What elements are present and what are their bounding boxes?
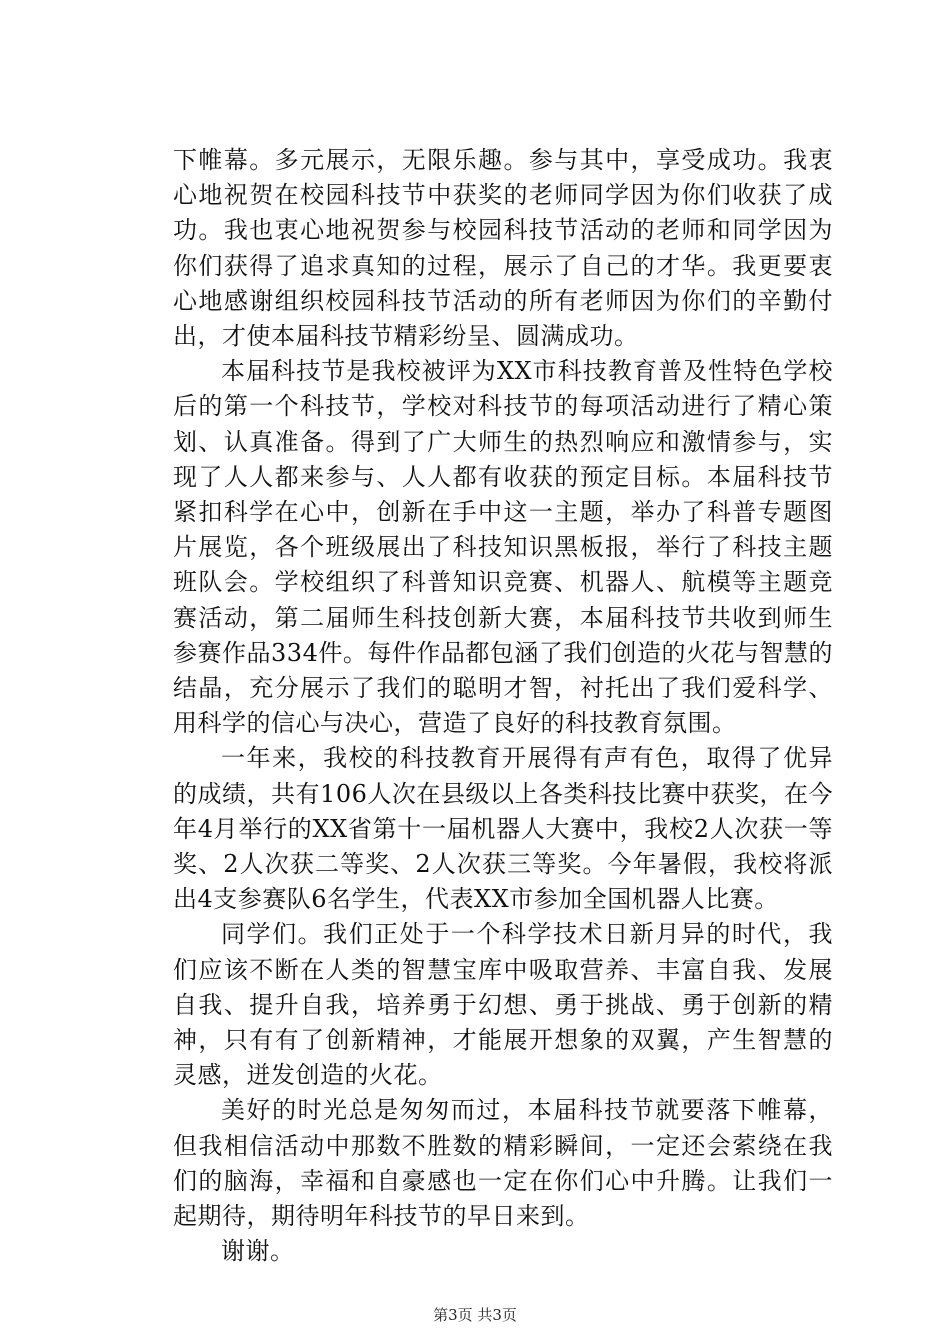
paragraph-science-festival: 本届科技节是我校被评为XX市科技教育普及性特色学校后的第一个科技节，学校对科技节的每项活动进行了精心策划、认真准备。得到了广大师生的热烈响应和激情参与，实现了人人都来参与、人人都有收获的预定目标。本届科技节紧扣科学在心中，创新在手中这一主题，举办了科普专题图片展览，各个班级展出了科技知识黑板报，举行了科技主题班队会。学校组织了科普知识竞赛、机器人、航模等主题竞赛活动，第二届师生科技创新大赛，本届科技节共收到师生参赛作品334件。每件作品都包涵了我们创造的火花与智慧的结晶，充分展示了我们的聪明才智，衬托出了我们爱科学、用科学的信心与决心，营造了良好的科技教育氛围。 (173, 357, 833, 738)
paragraph-continuation: 下帷幕。多元展示，无限乐趣。参与其中，享受成功。我衷心地祝贺在校园科技节中获奖的老师同学因为你们收获了成功。我也衷心地祝贺参与校园科技节活动的老师和同学因为你们获得了追求真知的过程，展示了自己的才华。我更要衷心地感谢组织校园科技节活动的所有老师因为你们的辛勤付出，才使本届科技节精彩纷呈、圆满成功。 (173, 146, 833, 351)
document-body (173, 143, 833, 1270)
paragraph-achievements: 一年来，我校的科技教育开展得有声有色，取得了优异的成绩，共有106人次在县级以上各类科技比赛中获奖，在今年4月举行的XX省第十一届机器人大赛中，我校2人次获一等奖、2人次获二等奖、2人次获三等奖。今年暑假，我校将派出4支参赛队6名学生，代表XX市参加全国机器人比赛。 (173, 744, 833, 914)
page-number-footer: 第3页 共3页 (433, 1306, 517, 1324)
paragraph-thanks: 谢谢。 (221, 1237, 295, 1266)
paragraph-closing: 美好的时光总是匆匆而过，本届科技节就要落下帷幕，但我相信活动中那数不胜数的精彩瞬间，一定还会萦绕在我们的脑海，幸福和自豪感也一定在你们心中升腾。让我们一起期待，期待明年科技节的早日来到。 (173, 1096, 833, 1231)
paragraph-students-address: 同学们。我们正处于一个科学技术日新月异的时代，我们应该不断在人类的智慧宝库中吸取营养、丰富自我、发展自我、提升自我，培养勇于幻想、勇于挑战、勇于创新的精神，只有有了创新精神，才能展开想象的双翼，产生智慧的灵感，迸发创造的火花。 (173, 920, 833, 1090)
